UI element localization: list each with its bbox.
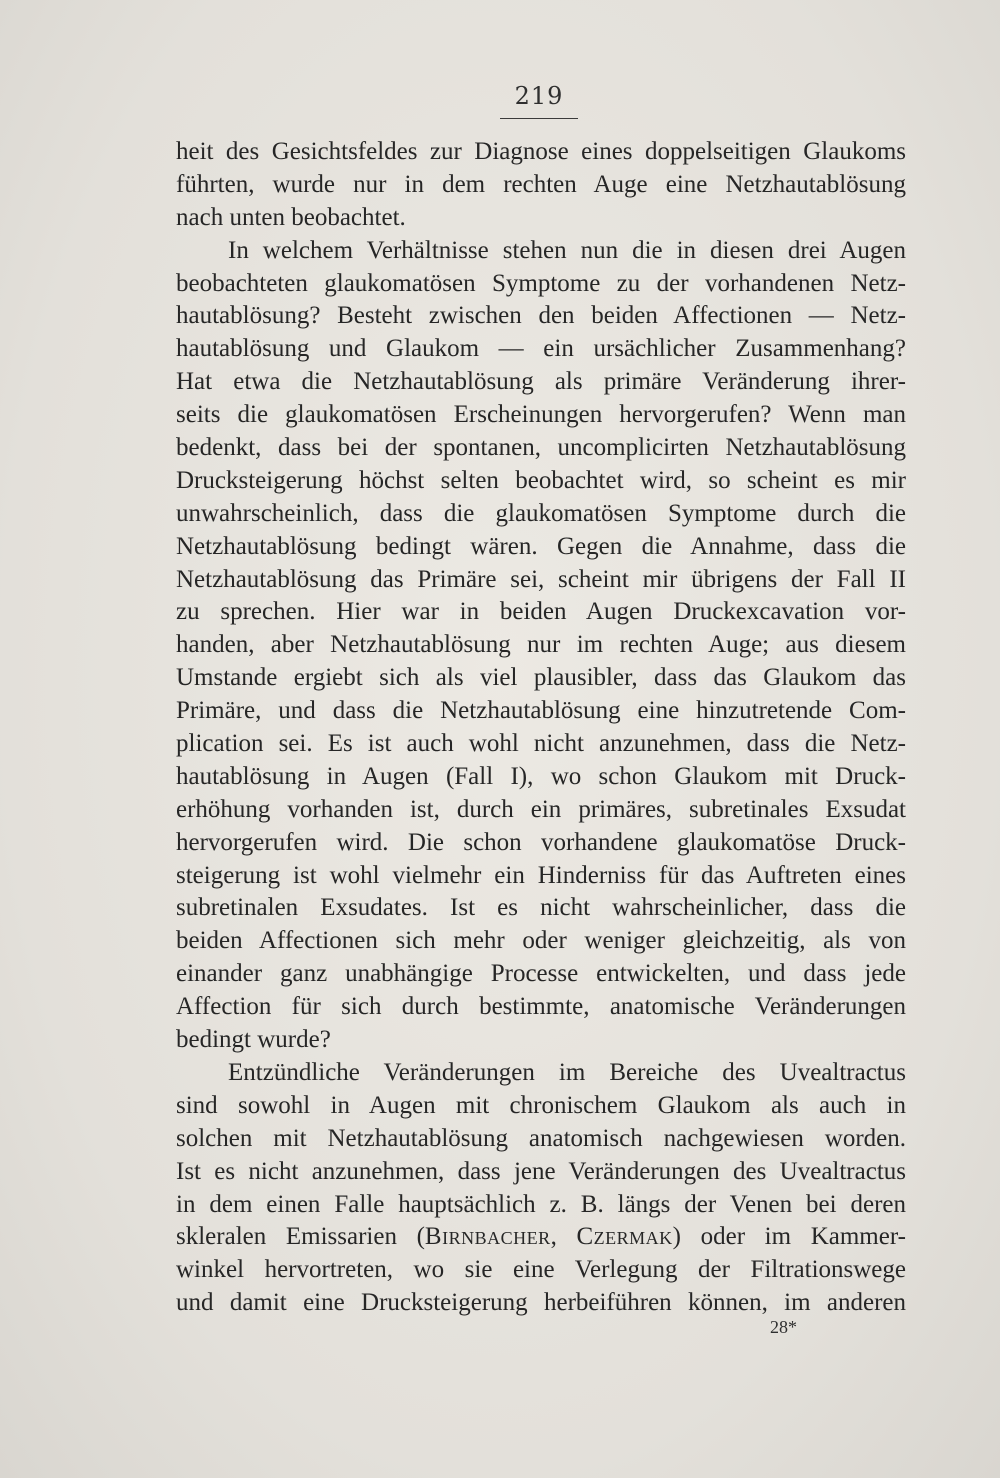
text-line: zu sprechen. Hier war in beiden Augen Druckexcavation vor- (176, 598, 906, 626)
text-line: bedingt wurde? (176, 1026, 331, 1054)
text-line: in dem einen Falle hauptsächlich z. B. längs der Venen bei deren (176, 1190, 906, 1218)
text-line: beobachteten glaukomatösen Symptome zu der vorhandenen Netz- (176, 269, 906, 297)
text-line: Affection für sich durch bestimmte, anatomische Veränderungen (176, 993, 906, 1021)
text-line: nach unten beobachtet. (176, 203, 406, 231)
text-segment: ) oder im Kammer- (672, 1223, 906, 1251)
text-line: seits die glaukomatösen Erscheinungen hervorgerufen? Wenn man (176, 401, 906, 429)
text-line: bedenkt, dass bei der spontanen, uncomplicirten Netzhautablösung (176, 434, 906, 462)
text-line: hautablösung in Augen (Fall I), wo schon Glaukom mit Druck- (176, 762, 906, 790)
text-line: Ist es nicht anzunehmen, dass jene Veränderungen des Uvealtractus (176, 1157, 906, 1185)
text-line: Umstande ergiebt sich als viel plausibler, dass das Glaukom das (176, 664, 906, 692)
text-line: steigerung ist wohl vielmehr ein Hinderniss für das Auftreten eines (176, 861, 906, 889)
text-line: handen, aber Netzhautablösung nur im rechten Auge; aus diesem (176, 631, 906, 659)
text-line: hervorgerufen wird. Die schon vorhandene glaukomatöse Druck- (176, 828, 906, 856)
signature-mark: 28* (770, 1317, 797, 1337)
text-line: einander ganz unabhängige Processe entwickelten, und dass jede (176, 960, 906, 988)
text-line: erhöhung vorhanden ist, durch ein primäres, subretinales Exsudat (176, 795, 906, 823)
author-name: Czermak (576, 1223, 673, 1251)
body-text (176, 136, 906, 1320)
text-line: Hat etwa die Netzhautablösung als primäre Veränderung ihrer- (176, 368, 906, 396)
text-segment: skleralen Emissarien ( (176, 1223, 425, 1251)
text-line: hautablösung? Besteht zwischen den beiden Affectionen — Netz- (176, 302, 906, 330)
text-line: winkel hervortreten, wo sie eine Verlegung der Filtrationswege (176, 1256, 906, 1284)
text-line: Netzhautablösung bedingt wären. Gegen die Annahme, dass die (176, 532, 906, 560)
text-line: beiden Affectionen sich mehr oder weniger gleichzeitig, als von (176, 927, 906, 955)
text-line-with-names (176, 1221, 906, 1254)
text-line: In welchem Verhältnisse stehen nun die in diesen drei Augen (228, 236, 906, 264)
text-line: hautablösung und Glaukom — ein ursächlicher Zusammenhang? (176, 335, 906, 363)
text-line: und damit eine Drucksteigerung herbeiführen können, im anderen (176, 1289, 906, 1317)
text-line: solchen mit Netzhautablösung anatomisch nachgewiesen worden. (176, 1124, 906, 1152)
text-line: subretinalen Exsudates. Ist es nicht wahrscheinlicher, dass die (176, 894, 906, 922)
text-line: unwahrscheinlich, dass die glaukomatösen Symptome durch die (176, 499, 906, 527)
text-line: Entzündliche Veränderungen im Bereiche des Uvealtractus (228, 1058, 906, 1086)
text-line: Primäre, und dass die Netzhautablösung eine hinzutretende Com- (176, 697, 906, 725)
text-line: heit des Gesichtsfeldes zur Diagnose eines doppelseitigen Glaukoms (176, 138, 906, 165)
text-line: sind sowohl in Augen mit chronischem Glaukom als auch in (176, 1091, 906, 1119)
page-number-rule (500, 118, 578, 119)
text-line: plication sei. Es ist auch wohl nicht anzunehmen, dass die Netz- (176, 730, 906, 758)
text-line: Netzhautablösung das Primäre sei, scheint mir übrigens der Fall II (176, 565, 906, 593)
page-number: 219 (514, 82, 564, 110)
text-line: Drucksteigerung höchst selten beobachtet wird, so scheint es mir (176, 466, 906, 494)
author-name: Birnbacher (424, 1223, 551, 1251)
text-line: führten, wurde nur in dem rechten Auge eine Netzhautablösung (176, 170, 906, 198)
text-segment: , (550, 1223, 577, 1251)
